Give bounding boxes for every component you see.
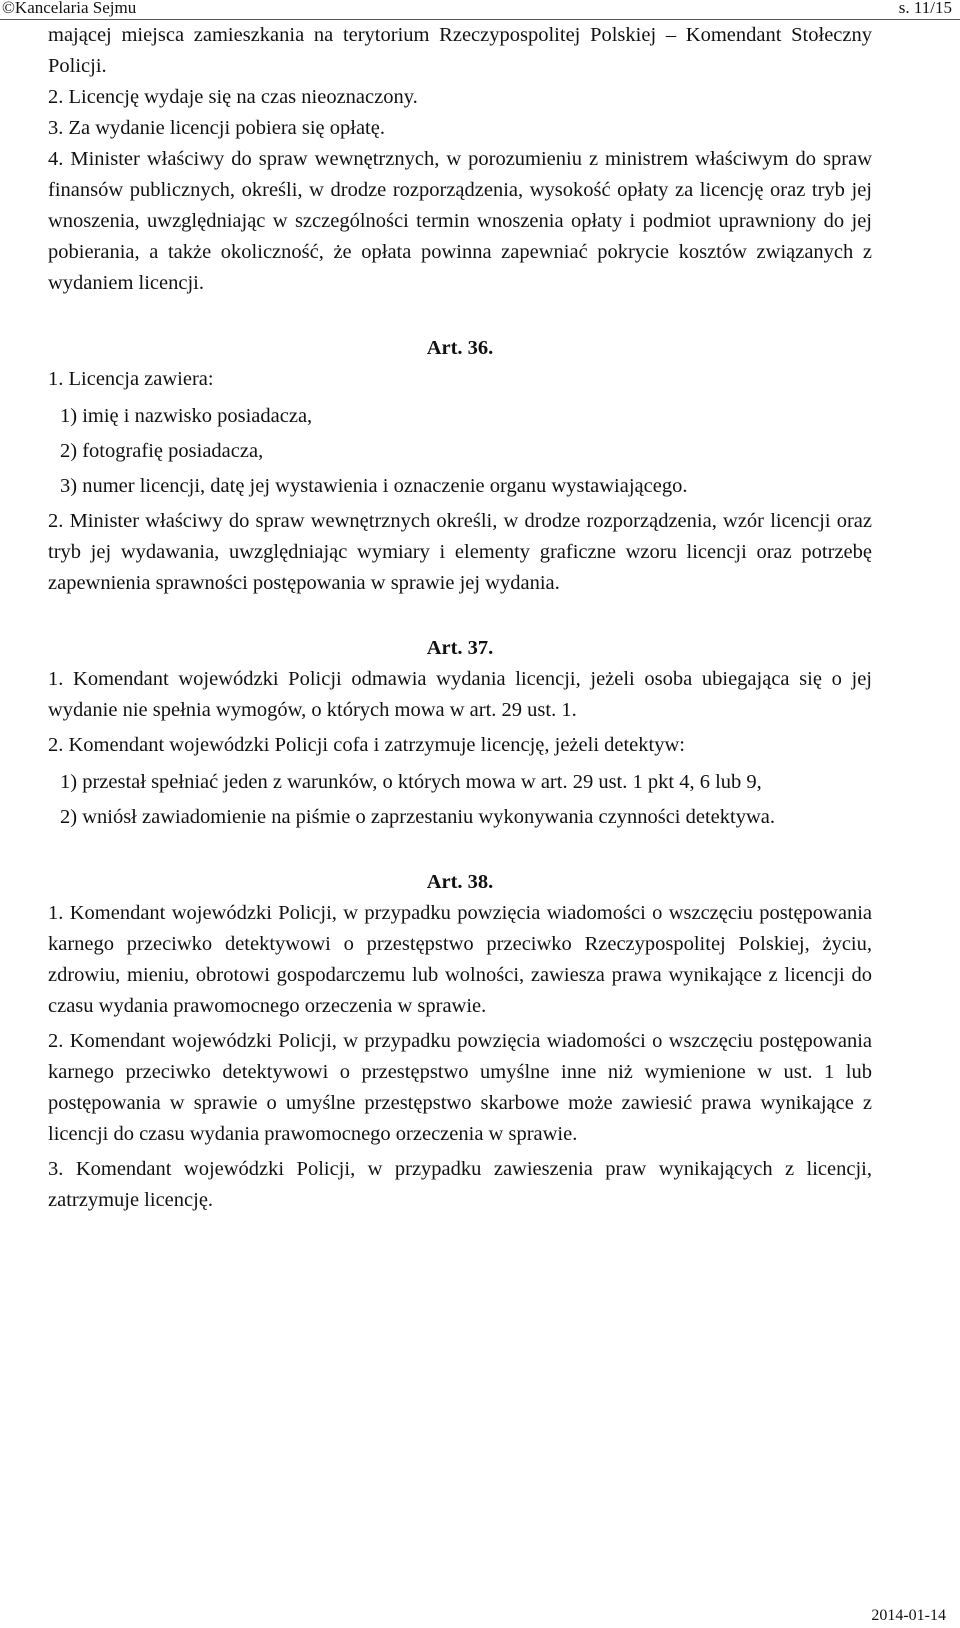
- article-36-paragraph-1: 1. Licencja zawiera:: [48, 368, 214, 390]
- article-36-item-2: 2) fotografię posiadacza,: [60, 440, 264, 462]
- article-36-item-1: 1) imię i nazwisko posiadacza,: [60, 405, 313, 427]
- article-38-paragraph-3: 3. Komendant wojewódzki Policji, w przypadku zawieszenia praw wynikających z licencji, zatrzymuje licencję.: [48, 1158, 872, 1211]
- article-37-item-2: 2) wniósł zawiadomienie na piśmie o zaprzestaniu wykonywania czynności detektywa.: [60, 806, 775, 828]
- article-36-heading: Art. 36.: [426, 337, 494, 359]
- article-36-paragraph-2: 2. Minister właściwy do spraw wewnętrznych określi, w drodze rozporządzenia, wzór licencji oraz tryb jej wydawania, uwzględniając wymiary i elementy graficzne wzoru licencji oraz potrzebę zapewnienia sprawności postępowania w sprawie jej wydania.: [48, 510, 872, 594]
- article-38-paragraph-1: 1. Komendant wojewódzki Policji, w przypadku powzięcia wiadomości o wszczęciu postępowania karnego przeciwko detektywowi o przestępstwo przeciwko Rzeczypospolitej Polskiej, życiu, zdrowiu, mieniu, obrotowi gospodarczemu lub wolności, zawiesza prawa wynikające z licencji do czasu wydania prawomocnego orzeczenia w sprawie.: [48, 902, 872, 1017]
- footer-date: 2014-01-14: [871, 1607, 946, 1624]
- header-copyright: ©Kancelaria Sejmu: [2, 0, 137, 17]
- article-37-item-1: 1) przestał spełniać jeden z warunków, o których mowa w art. 29 ust. 1 pkt 4, 6 lub 9,: [60, 771, 762, 793]
- article-37-paragraph-2: 2. Komendant wojewódzki Policji cofa i zatrzymuje licencję, jeżeli detektyw:: [48, 734, 685, 756]
- article-37-paragraph-1: 1. Komendant wojewódzki Policji odmawia wydania licencji, jeżeli osoba ubiegająca się o jej wydanie nie spełnia wymogów, o których mowa w art. 29 ust. 1.: [48, 668, 872, 721]
- article-36-item-3: 3) numer licencji, datę jej wystawienia i oznaczenie organu wystawiającego.: [60, 475, 688, 497]
- article-38-paragraph-2: 2. Komendant wojewódzki Policji, w przypadku powzięcia wiadomości o wszczęciu postępowania karnego przeciwko detektywowi o przestępstwo umyślne inne niż wymienione w ust. 1 lub postępowania w sprawie o umyślne przestępstwo skarbowe może zawiesić prawa wynikające z licencji do czasu wydania prawomocnego orzeczenia w sprawie.: [48, 1030, 872, 1145]
- paragraph-4: 4. Minister właściwy do spraw wewnętrznych, w porozumieniu z ministrem właściwym do spraw finansów publicznych, określi, w drodze rozporządzenia, wysokość opłaty za licencję oraz tryb jej wnoszenia, uwzględniając w szczególności termin wnoszenia opłaty i podmiot uprawniony do jej pobierania, a także okoliczność, że opłata powinna zapewniać pokrycie kosztów związanych z wydaniem licencji.: [48, 148, 872, 294]
- article-38-heading: Art. 38.: [426, 871, 494, 893]
- continued-paragraph: mającej miejsca zamieszkania na terytorium Rzeczypospolitej Polskiej – Komendant Stołeczny Policji.: [48, 24, 872, 77]
- paragraph-3: 3. Za wydanie licencji pobiera się opłatę.: [48, 117, 385, 139]
- paragraph-2: 2. Licencję wydaje się na czas nieoznaczony.: [48, 86, 418, 108]
- page-number: s. 11/15: [898, 0, 952, 17]
- document-body: [48, 20, 872, 1216]
- article-37-heading: Art. 37.: [426, 637, 494, 659]
